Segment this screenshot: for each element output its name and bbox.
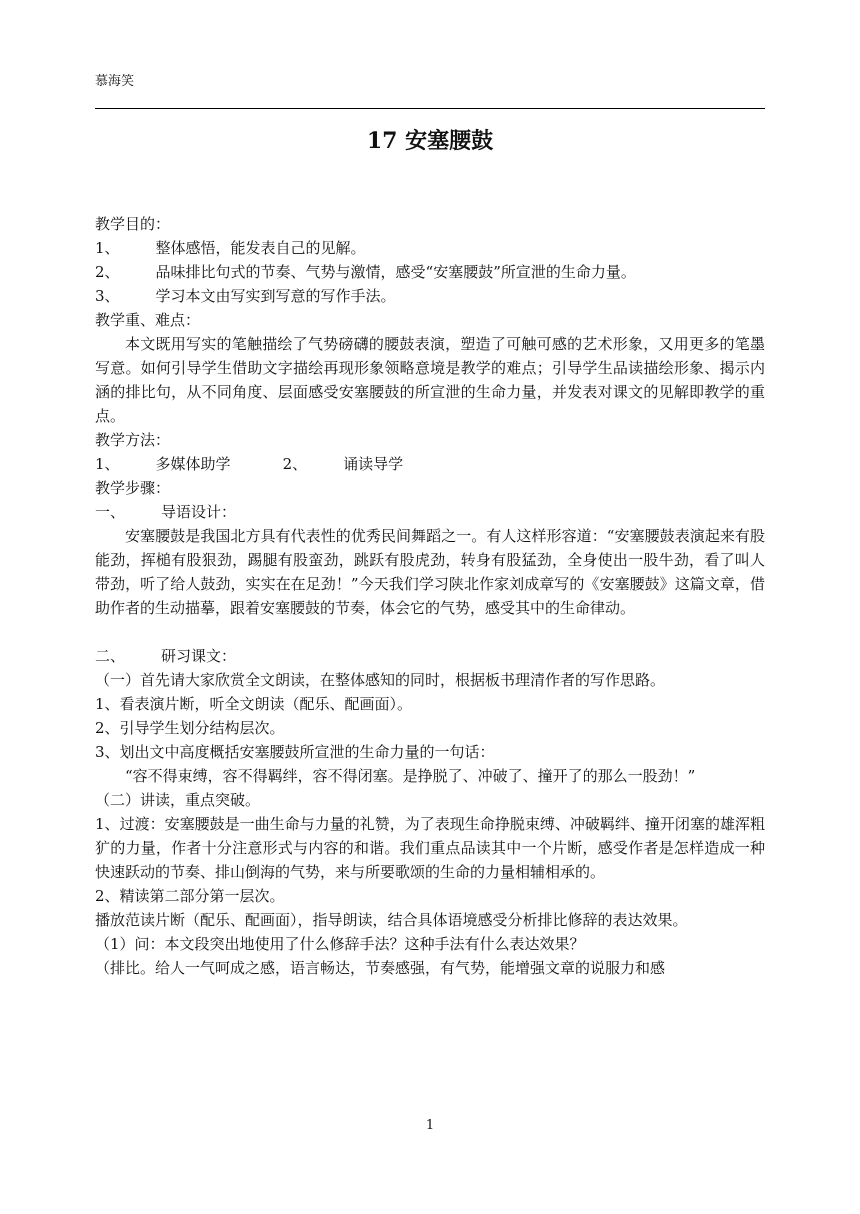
step-2-title [95,644,765,668]
objective-text-1: 整体感悟，能发表自己的见解。 [155,239,366,257]
document-title: 17 安塞腰鼓 [366,128,494,154]
key-points-text: 本文既用写实的笔触描绘了气势磅礴的腰鼓表演，塑造了可触可感的艺术形象，又用更多的笔墨写意。如何引导学生借助文字描绘再现形象领略意境是教学的难点；引导学生品读描绘形象、揭示内涵的排比句，从不同角度、层面感受安塞腰鼓的所宣泄的生命力量，并发表对课文的见解即教学的重点。 [95,335,765,425]
step-1-num: 一、 [95,503,126,521]
blank-line [95,620,765,644]
step-2-para-10: （1）问：本文段突出地使用了什么修辞手法？这种手法有什么表达效果？ [95,935,585,953]
step-2-para-9: 播放范读片断（配乐、配画面），指导朗读，结合具体语境感受分析排比修辞的表达效果。 [95,911,688,929]
step-2-label: 研习课文： [161,647,237,665]
method-num-1: 1、 [95,455,120,473]
step-2-num: 二、 [95,647,126,665]
method-1: 多媒体助学 [155,455,231,473]
objective-item-1 [95,236,765,260]
step-2-para-3: 2、引导学生划分结构层次。 [95,719,285,737]
objective-num-2: 2、 [95,263,120,281]
objectives-heading: 教学目的： [95,215,171,233]
step-1-text: 安塞腰鼓是我国北方具有代表性的优秀民间舞蹈之一。有人这样形容道：“安塞腰鼓表演起来有股能劲，挥槌有股狠劲，踢腿有股蛮劲，跳跃有股虎劲，转身有股猛劲，全身使出一股牛劲，看了叫人带劲，听了给人鼓劲，实实在在足劲！”今天我们学习陕北作家刘成章写的《安塞腰鼓》这篇文章，借助作者的生动描摹，跟着安塞腰鼓的节奏，体会它的气势，感受其中的生命律动。 [95,527,765,617]
page-header-author: 慕海笑 [95,74,135,89]
methods-heading: 教学方法： [95,431,171,449]
method-2: 诵读导学 [343,455,404,473]
step-1-label: 导语设计： [161,503,237,521]
step-2-para-6: （二）讲读，重点突破。 [95,791,261,809]
steps-heading: 教学步骤： [95,479,171,497]
header-rule [95,108,765,109]
step-2-para-8: 2、精读第二部分第一层次。 [95,887,285,905]
step-2-para-2: 1、看表演片断，听全文朗读（配乐、配画面）。 [95,695,413,713]
key-points-heading: 教学重、难点： [95,311,201,329]
step-2-para-1: （一）首先请大家欣赏全文朗读，在整体感知的同时，根据板书理清作者的写作思路。 [95,671,666,689]
step-2-quote: “容不得束缚，容不得羁绊，容不得闭塞。是挣脱了、冲破了、撞开了的那么一股劲！” [125,767,696,785]
step-2-para-11: （排比。给人一气呵成之感，语言畅达，节奏感强，有气势，能增强文章的说服力和感 [95,959,666,977]
method-num-2: 2、 [282,455,308,473]
step-2-para-7: 1、过渡：安塞腰鼓是一曲生命与力量的礼赞，为了表现生命挣脱束缚、冲破羁绊、撞开闭塞的雄浑粗犷的力量，作者十分注意形式与内容的和谐。我们重点品读其中一个片断，感受作者是怎样造成一种快速跃动的节奏、排山倒海的气势，来与所要歌颂的生命的力量相辅相承的。 [95,815,765,881]
objective-text-3: 学习本文由写实到写意的写作手法。 [155,287,396,305]
objective-text-2: 品味排比句式的节奏、气势与激情，感受“安塞腰鼓”所宣泄的生命力量。 [155,263,636,281]
objective-num-3: 3、 [95,287,120,305]
page-number: 1 [425,1118,435,1133]
step-1-title [95,500,765,524]
document-body [95,212,765,980]
objective-item-3 [95,284,765,308]
methods-line [95,452,765,476]
objective-num-1: 1、 [95,239,120,257]
objective-item-2 [95,260,765,284]
step-2-para-4: 3、划出文中高度概括安塞腰鼓所宣泄的生命力量的一句话： [95,743,495,761]
